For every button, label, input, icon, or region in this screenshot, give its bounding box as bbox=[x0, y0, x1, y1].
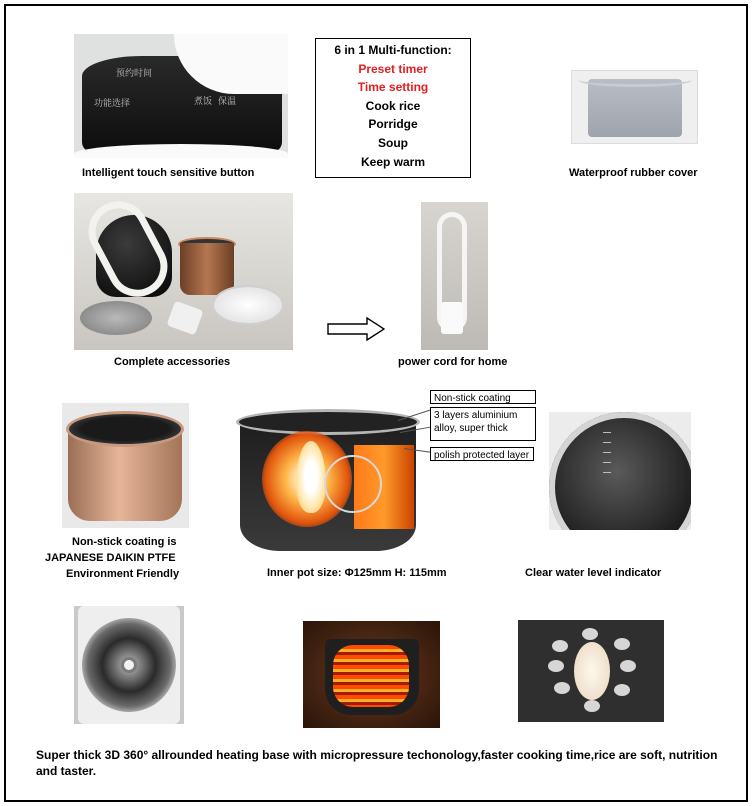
touch-caption: Intelligent touch sensitive button bbox=[82, 167, 255, 179]
water-level-photo bbox=[549, 412, 691, 530]
inner-pot-photo bbox=[62, 403, 189, 528]
rubber-caption: Waterproof rubber cover bbox=[569, 167, 698, 179]
function-item: Time setting bbox=[357, 80, 429, 95]
function-item: Soup bbox=[378, 135, 408, 150]
coating-caption-line1: Non-stick coating is bbox=[72, 536, 177, 548]
accessories-caption: Complete accessories bbox=[114, 356, 231, 368]
right-arrow-icon bbox=[327, 317, 385, 341]
heating-coil-illustration bbox=[303, 621, 440, 728]
power-cord-photo bbox=[421, 202, 488, 350]
heating-base-photo bbox=[74, 606, 184, 724]
function-heading: 6 in 1 Multi-function: bbox=[334, 43, 452, 57]
function-item: Keep warm bbox=[360, 154, 426, 169]
function-item: Preset timer bbox=[358, 61, 428, 76]
coating-caption-line3: Environment Friendly bbox=[66, 568, 180, 580]
pot-cutaway-illustration bbox=[232, 405, 424, 555]
water-level-caption: Clear water level indicator bbox=[525, 567, 662, 579]
callout-layers: 3 layers aluminium alloy, super thick bbox=[430, 407, 536, 441]
function-item: Cook rice bbox=[365, 98, 421, 113]
accessories-photo bbox=[74, 193, 293, 350]
pot-size-caption: Inner pot size: Φ125mm H: 115mm bbox=[267, 567, 447, 579]
multi-function-box bbox=[315, 38, 471, 178]
heating-description: Super thick 3D 360° allrounded heating base with micropressure techonology,faster cooking time,rice are soft, nutrition and taster. bbox=[36, 748, 718, 778]
callout-non-stick: Non-stick coating bbox=[430, 390, 536, 404]
callout-polish: polish protected layer bbox=[430, 447, 534, 461]
rubber-cover-photo bbox=[571, 70, 698, 144]
touch-panel-photo: 预约时间 功能选择 煮饭 保温 bbox=[74, 34, 288, 158]
cord-caption: power cord for home bbox=[398, 356, 508, 368]
coating-caption-line2: JAPANESE DAIKIN PTFE bbox=[45, 552, 176, 564]
rice-grain-photo bbox=[518, 620, 664, 722]
function-item: Porridge bbox=[368, 117, 418, 132]
